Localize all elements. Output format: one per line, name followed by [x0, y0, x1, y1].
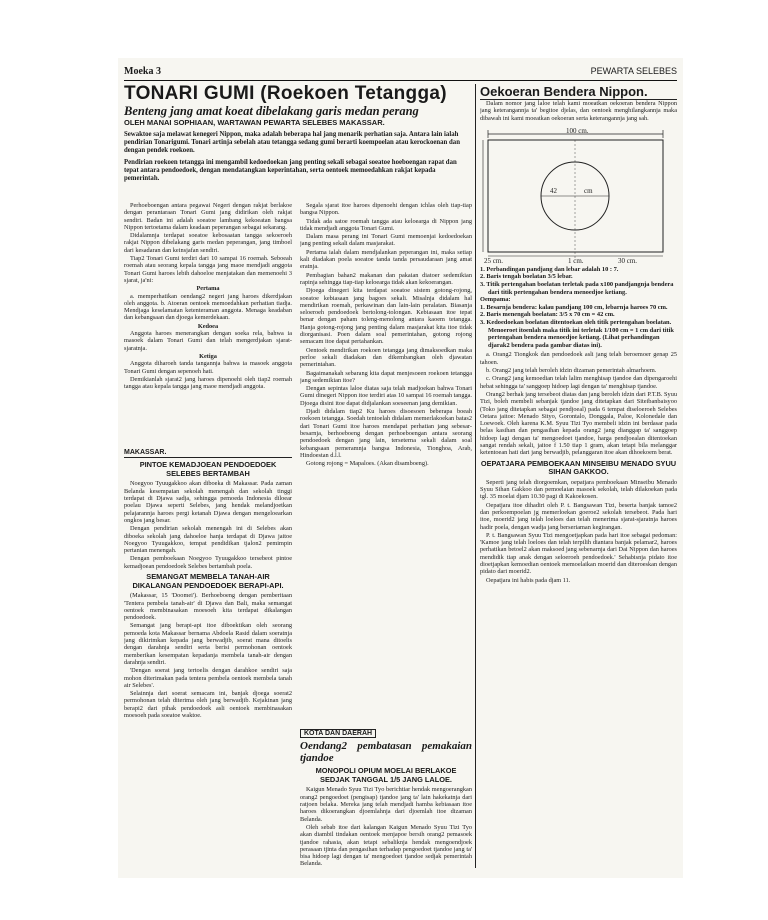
paragraph: Djadi didalam tiap2 Ku haroes disoesoen beberapa boeah roekoen tetangga. Soedah tentoelah didalam memerlakoekan batas2 dari Tonari Gumi itoe haroes mendapat perhatian jang sebesar-besarnja, berhoeboeng dengan perhoeboengan antara seorang pendoedoek dengan jang lain, terseterna sekali dalam soal kebangsaan pemeramnja bangsa Indonesia, Tionghoa, Arab, Hindoestan d.l.l. [300, 408, 472, 459]
kota-daerah-column [300, 726, 472, 872]
list-item: 2. Baris menengah boelatan: 3/5 x 70 cm = 42 cm. [480, 311, 615, 319]
paragraph: Tiap2 Tonari Gumi terdiri dari 10 sampai 16 roemah. Seboeah roemah atau seorang kepala tangga jang maoe mendjadi anggota Tonari Gumi haroes lebih dahoeloe menjatakan dan memenoehi 3 sjarat, ja'ni: [124, 255, 292, 284]
flag-intro [480, 100, 677, 122]
paragraph: (Makassar, 15 'Doomei'). Berhoeboeng dengan pemberitaan 'Tentera pembela tanah-air' di Djawa dan Bali, maka semangat oentoek membinasakan moesoeh kita terdapat dikalangan pendoedoek. [124, 592, 292, 622]
list-item: 3. Titik pertengahan boelatan terletak pada x100 pandjangnja bendera dari titik pertengahan bendera menoedjoe ketiang. [480, 281, 674, 296]
main-article-col2 [300, 202, 472, 722]
newspaper-name: PEWARTA SELEBES [590, 66, 677, 76]
page-number: Moeka 3 [124, 66, 161, 77]
byline: OLEH MANAI SOPHIAAN, WARTAWAN PEWARTA SELEBES MAKASSAR. [124, 118, 385, 127]
flag-diagram [480, 126, 677, 264]
paragraph: Oepatjara itoe dihadiri oleh P. t. Bangsawan Tizi, beserta banjak tamoe2 dan perkoempoelan jg memerloekan goeroe2 sekolah tersebeot. Pada hari itoe, moerid2 jang telah loeloes dan telah menerima sjarat-sjaratnja haroes hadir poela, dengan wadja jang berseriaman kegirangan. [480, 501, 677, 531]
flag-diagram-svg [480, 126, 669, 264]
paragraph: 'Dengan soerat jang tertoelis dengan darahkoe sendiri saja mohon diterimakan pada tentera pembela oentoek membela tanah air Selebes'. [124, 667, 292, 689]
paragraph: Pertama ialah dalam mendjalankan peperangan ini, maka setiap kali diadakan poela soeatoe tanda tanda persaudaraan jang amat eratnja. [300, 248, 472, 271]
label-25cm: 25 cm. [484, 256, 504, 264]
paragraph: Dengan pemboekaan Noegyoo Tyuugakkoo tersebeot pintoe kemadjoean pendoedoek Selebes bertambah poela. [124, 555, 292, 570]
paragraph: Seperti jang telah diorgoemkan, oepatjara pemboekaan Minseibu Menado Syuu Sihan Gakkoo dan pemoelaian masoek sekolah, telah dilakoekan pada tgl. 35 moelai djam 10.30 pagi di Kakoekosen. [480, 478, 677, 501]
paragraph: Noegyoo Tyuugakkoo akan diboeka di Makassar. Pada zaman Belanda kesempatan sekolah menengah dan sekolah tinggi terdapat di Djawa sadja, sehingga pemoeda Indonesia diloear poelau Djawa seperti Selebes, jang hendak melandjoetkan pelajarannja haroes pergi ketanah Djawa dengan mengeloearkan ongkos jang besar. [124, 480, 292, 524]
paragraph: Dengan pendirian sekolah menengah ini di Selebes akan diboeka sekolah jang dahoeloe hanja terdapat di Djawa jaitoe Noegyoo Tyuugakkoo, tempat pendidikan tjalon2 pemimpin pertanian menengah. [124, 525, 292, 555]
section-heading-makassar: MAKASSAR. [124, 449, 292, 458]
paragraph: Gotong rojong = Mapaloes. (Akan disamboeng). [306, 460, 429, 468]
newspaper-page [118, 58, 683, 878]
column-divider [475, 84, 476, 868]
right-column [480, 84, 677, 872]
paragraph: Oentoek mendirikan roekoen tetangga jang dimaksoedkan maka perloe sekali diadakan dan dikembangkan oleh djawatan pemerintahan. [300, 346, 472, 369]
paragraph: Djoega dinegeri kita terdapat soeatoe sistem gotong-rojong, soeatoe kebiasaan jang bagoes sekali. Misalnja didalam hal mendirikan roemah, perkawinan dan lain-lain peralatan. Biasanja seloeroeh pendoedoek bertolong-tolongan. Kebiasaan itoe tepat benar dengan paham toleng-menolong antara kaoem tetangga. Hanja gotong-rojong jang penting dalam masjarakat kita itoe tidak diorganisasi. Poen dalam soal pemerintahan, gotong rojong semacam itoe dapat pertahankan. [300, 287, 472, 346]
paragraph: Bagaimanakah sebarang kita dapat menjesoeen roekoen tetangga jang sedemikian itoe? [300, 369, 472, 384]
label-1cm: 1 cm. [568, 256, 584, 264]
label-100cm: 100 cm. [566, 126, 589, 135]
subheadline-opium: MONOPOLI OPIUM MOELAI BERLAKOE SEDJAK TANGGAL 1/5 JANG LALOE. [315, 766, 457, 784]
paragraph: Demikianlah sjarat2 jang haroes dipenoehi oleh tiap2 roemah tangga atau kepala tangga jang maoe mendjadi anggota. [124, 375, 292, 391]
section-heading-kota: KOTA DAN DAERAH [300, 729, 376, 738]
section-label: Kedoea [197, 322, 219, 330]
paragraph: Kaigun Menado Syuu Tizi Tyo berichtiar hendak mengoerangkan orang2 pengoedoet (pengisap) tjandoe jang ta' lain hakekatnja dari ratjoen belaka. Mereka jang telah mendjadi hamba kebiasaan itoe haroes dikoerangkan djoemlahnja dari djoemlah itoe dizaman Belanda. [300, 786, 472, 823]
paragraph: Dalam masa perang ini Tonari Gumi memoenjai kedoedoekan jang penting sekali dalam masjarakat. [300, 233, 472, 248]
paragraph: Pembagian bahan2 makanan dan pakaian diatoer sedemikian rapinja sehingga tiap-tiap keloearga tidak akan kekoerangan. [300, 271, 472, 286]
paragraph: Semangat jang berapi-api itoe diboektikan oleh seorang pemoeda kota Makassar bernama Abdoela Rasid dalam soeratnja jang dikirimkan kepada jang berwadjib, soerat mana ditoelis dengan darahnja sendiri serta berisi permohonan oentoek memberikan kesempatan kepadanja membela tanah-air dengan darahnja sendiri. [124, 622, 292, 666]
lead-paragraph: Sewaktoe saja melawat kenegeri Nippon, maka adalah beberapa hal jang menarik perhatian saja. Antara lain ialah pendirian Tonarigumi. Tonari artinja sebelah atau tetangga sedang gumi berarti koempoelan atau kerockoenan dan dengan pendek roekoen. [124, 131, 460, 155]
list-item: 3. Kedoedoekan boelatan ditentoekan oleh titik pertengahan boelatan. Menoeroet itoenlah maka titik ini terletak 1/100 cm = 1 cm dari titik pertengahan bendera menoedjoe ketiang. (Lihat perhandingan djarak2 bendera pada gambar diatas ini). [480, 319, 674, 349]
headline-sihan-gakkoo: OEPATJARA PEMBOEKAAN MINSEIBU MENADO SYUU SIHAN GAKKOO. [480, 458, 677, 477]
lead-paragraph-2: Pendirian roekoen tetangga ini mengambil kedoedoekan jang penting sekali sebagai soeatoe hoeboengan rapat dan tepat antara pendoedoek, dengan mendatangkan keperintahan, serta oentoek memoedahkan rakjat kepada pemerintah. [124, 158, 457, 183]
label-cm: cm [584, 186, 593, 195]
paragraph: Didalamnja terdapat soeatoe kebosaatan tangga sekoeroeh rakjat Nippon dibelakang garis medan peperangan, jang timboel dari kesadaran dan keinsjafan sendiri. [124, 232, 292, 254]
headline-opium: Oendang2 pembatasan pemakaian tjandoe [300, 740, 472, 765]
flag-notes [480, 351, 677, 456]
paragraph: c. Orang2 jang kemoedian telah lalim menghisap tjandoe dan dipengaroehi hebat sehingga ta' sanggoep hidoep lagi dengan ta' menghisap tjandoe. [480, 375, 677, 390]
headline-pintoe: PINTOE KEMADJOEAN PENDOEDOEK SELEBES BERTAMBAH [139, 460, 277, 478]
paragraph: P. t. Bangsawan Syuu Tizi mengoetjapkan pada hari itoe sebagai pedoman: 'Kamoe jang telah loeloes dan telah terpilih diantara banjak pelamar2, haroes perhatikan betoel2 akan maksoed jang sebenarnja dari Dai Nippon dan haroes mendidik tiap anak dengan seloeroeh pendoedoek.' Sehabisnja pidato itoe dioetjapkan kemoedian oentoek memoelaikan moerid dan diteroeskan dengan pidato dari moerid2. [480, 531, 677, 576]
list-item: 1. Perbandingan pandjang dan lebar adalah 10 : 7. [480, 265, 619, 273]
headline-semangat: SEMANGAT MEMBELA TANAH-AIR DIKALANGAN PENDOEDOEK BERAPI-API. [132, 572, 284, 590]
paragraph: Tidak ada satoe roemah tangga atau keloearga di Nippon jang tidak mendjadi anggota Tonari Gumi. [300, 217, 472, 232]
list-item: Oempama: [480, 296, 511, 304]
school-article [480, 479, 677, 584]
paragraph: Segala sjarat itoe haroes dipenoehi dengan ichlas oleh tiap-tiap bangsa Nippon. [300, 202, 472, 217]
main-article-col1 [124, 202, 292, 442]
main-headline: TONARI GUMI (Roekoen Tetangga) [124, 84, 447, 104]
flag-article-title: Oekoeran Bendera Nippon. [480, 84, 677, 100]
makassar-column [124, 446, 292, 872]
section-label: Pertama [196, 285, 220, 293]
list-item: 1. Besarnja bendera: kalau pandjang 100 cm, lebarnja haroes 70 cm. [480, 303, 668, 311]
flag-rules-list [480, 266, 677, 350]
main-subheadline: Benteng jang amat koeat dibelakang garis medan perang [124, 104, 419, 118]
paragraph: Perhoeboengan antara pegawai Negeri dengan rakjat berlakoe dengan perantaraan Tonari Gumi jang didirikan oleh rakjat sendiri. Badan ini adalah soeatoe lambang kekoeatan bangsa Nippon tertoetama dalam keadaan peperangan sebagai sekarang. [124, 202, 292, 231]
paragraph: Anggota diharoeh tanda tangannja bahwa ia masoek anggota Tonari Gumi dengan sepenoeh hati. [124, 360, 292, 375]
paragraph: Dengan sepintas laloe diatas saja telah madjoekan bahwa Tonari Gumi dinegeri Nippon itoe terdiri atas 10 sampai 16 roemah tangga. Djoega disini itoe dapat didjalankan soeseenan jang demikian. [300, 385, 472, 407]
section-label: Ketiga [199, 352, 217, 360]
paragraph: Orang2 berhak jang tersebeot diatas dan jang beroleh idzin dari P.T.B. Syuu Tizi, boleh membeli sebanjak tjandoe jang ditetapkan dari Siteibanbaisyoo (Toko jang ditetapkan sebagai pendjoeal) pada 6 tempat diseloeroeh Selebes Oetara jaitoe: Menado Sityo, Gorontalo, Donggala, Paloe, Kolonedale dan Loewoek. Oleh karena K.M. Syuu Tizi Tyo membeli idzin ini berdasar pada belas kasihan dan pengasihan kepada orang2 jang dianggap ta' sanggoep hidoep lagi dengan ta' mengoedoet tjandoe, harga pendjoealan ditentoekan sangat rendah sekali, jaitoe f 1.50 tiap 1 gram, akan tetapi bila melanggar ketentoean hati dari jang berwadjib, pelanggaran itoe akan dihoekoem berat. [480, 390, 677, 457]
list-item: 2. Baris tengah boelatan 3/5 lebar. [480, 273, 573, 281]
label-42: 42 [550, 186, 557, 195]
paragraph: a. memperhatikan oendang2 negeri jang haroes dikerdjakan oleh anggota. b. Atoeran oentoek memoedahkan perhatian tiadja. Mendjaga keselamatan ketenteraman anggota. Menaga keadaban dan kebangsaan dan djoega kemerdekaan. [124, 292, 292, 322]
paragraph: a. Orang2 Tiongkok dan pendoedoek asli jang telah beroemoer genap 25 tahoen. [480, 351, 677, 366]
label-30cm: 30 cm. [618, 256, 638, 264]
paragraph: Selainnja dari soerat semacam ini, banjak djoega soerat2 permohonan telah diterima oleh jang berwadjib. Kejakinan jang berapi2 dari pihak pendoedoek asli oentoek membinasakan moesoeh pada soeatoe waktoe. [124, 690, 292, 719]
paragraph: Dalam nomor jang laloe telah kami moeatkan oekoeran bendera Nippon jang keterangannja ta' begitoe djelas, dan oentoek menghilangkannja maka dibawah ini kami moeatkan oekoeran serta keterangannja jang sah. [480, 100, 677, 122]
paragraph: Anggota haroes menerangkan dengan soeka rela, bahwa ia masoek dalam Tonari Gumi dan telah mengerdjakan sjarat-sjaratnja. [124, 330, 292, 352]
paragraph: b. Orang2 jang telah beroleh idzin dizaman pemerintah almarhoem. [486, 367, 657, 375]
paragraph: Oleh sebab itoe dari kalangan Kaigun Menado Syuu Tizi Tyo akan diambil tindakan oentoek menjapoe bersih orang2 pemasoek tjandoe rahasia, akan tetapi sebaliknja hendak mengoendjoek perasaan tjinta dan pengasihan terhadap pengoedoet tjandoe jang ta' bisa hidoep lagi dengan ta' mengoedoet tjandoe sedjak pemerintah Belanda. [300, 823, 472, 868]
paragraph: Oepatjara ini habis pada djam 11. [486, 576, 571, 584]
main-article-area [124, 84, 472, 872]
page-header [124, 64, 677, 81]
